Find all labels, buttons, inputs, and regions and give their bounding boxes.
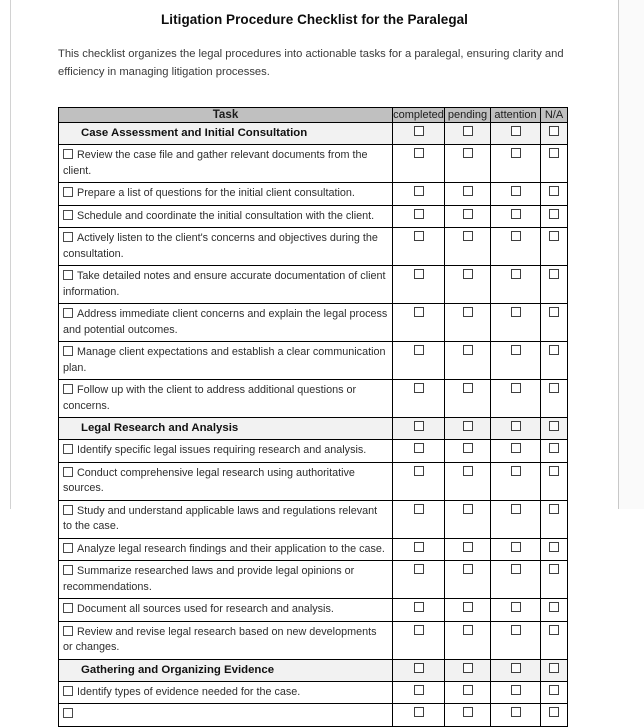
task-cell bbox=[59, 145, 393, 183]
checkbox-attention-icon[interactable] bbox=[511, 307, 521, 317]
task-label: Study and understand applicable laws and regulations relevant to the case. bbox=[63, 504, 378, 532]
table-header-row bbox=[59, 108, 568, 123]
checkbox-completed-icon[interactable] bbox=[414, 443, 424, 453]
task-checkbox-icon[interactable] bbox=[63, 708, 73, 718]
checkbox-na-icon[interactable] bbox=[549, 307, 559, 317]
task-checkbox-icon[interactable] bbox=[63, 270, 73, 280]
checkbox-cell-pending[interactable] bbox=[445, 228, 491, 266]
checkbox-pending-icon[interactable] bbox=[463, 564, 473, 574]
checkbox-attention-icon[interactable] bbox=[511, 564, 521, 574]
checkbox-pending-icon[interactable] bbox=[463, 504, 473, 514]
task-checkbox-icon[interactable] bbox=[63, 149, 73, 159]
checkbox-cell-completed[interactable] bbox=[393, 440, 445, 463]
table-row bbox=[59, 538, 568, 561]
checkbox-pending-icon[interactable] bbox=[463, 345, 473, 355]
table-row bbox=[59, 183, 568, 206]
checkbox-na-icon[interactable] bbox=[549, 421, 559, 431]
checkbox-cell-completed[interactable] bbox=[393, 183, 445, 206]
checkbox-pending-icon[interactable] bbox=[463, 466, 473, 476]
checkbox-attention-icon[interactable] bbox=[511, 707, 521, 717]
checkbox-pending-icon[interactable] bbox=[463, 707, 473, 717]
checkbox-attention-icon[interactable] bbox=[511, 383, 521, 393]
checkbox-cell-na[interactable] bbox=[541, 228, 568, 266]
task-checkbox-icon[interactable] bbox=[63, 384, 73, 394]
checkbox-pending-icon[interactable] bbox=[463, 443, 473, 453]
task-cell bbox=[59, 500, 393, 538]
checkbox-attention-icon[interactable] bbox=[511, 209, 521, 219]
checkbox-completed-icon[interactable] bbox=[414, 148, 424, 158]
checkbox-attention-icon[interactable] bbox=[511, 269, 521, 279]
checkbox-cell-pending[interactable] bbox=[445, 145, 491, 183]
checkbox-pending-icon[interactable] bbox=[463, 685, 473, 695]
checkbox-na-icon[interactable] bbox=[549, 466, 559, 476]
checkbox-cell-completed[interactable] bbox=[393, 561, 445, 599]
checkbox-cell-pending[interactable] bbox=[445, 123, 491, 145]
table-row bbox=[59, 704, 568, 727]
checkbox-pending-icon[interactable] bbox=[463, 602, 473, 612]
task-checkbox-icon[interactable] bbox=[63, 626, 73, 636]
checkbox-na-icon[interactable] bbox=[549, 685, 559, 695]
checkbox-cell-attention[interactable] bbox=[491, 228, 541, 266]
checkbox-cell-pending[interactable] bbox=[445, 440, 491, 463]
table-row bbox=[59, 342, 568, 380]
checklist-table-container bbox=[11, 81, 618, 727]
checkbox-completed-icon[interactable] bbox=[414, 383, 424, 393]
checkbox-completed-icon[interactable] bbox=[414, 345, 424, 355]
checkbox-cell-na[interactable] bbox=[541, 538, 568, 561]
checkbox-cell-attention[interactable] bbox=[491, 440, 541, 463]
checkbox-cell-pending[interactable] bbox=[445, 380, 491, 418]
task-checkbox-icon[interactable] bbox=[63, 444, 73, 454]
task-label: Manage client expectations and establish a clear communication plan. bbox=[63, 346, 386, 374]
checkbox-cell-completed[interactable] bbox=[393, 462, 445, 500]
task-cell bbox=[59, 304, 393, 342]
checkbox-completed-icon[interactable] bbox=[414, 466, 424, 476]
checkbox-cell-completed[interactable] bbox=[393, 304, 445, 342]
checkbox-pending-icon[interactable] bbox=[463, 307, 473, 317]
checkbox-na-icon[interactable] bbox=[549, 383, 559, 393]
column-header-completed: completed bbox=[393, 109, 444, 121]
checkbox-completed-icon[interactable] bbox=[414, 421, 424, 431]
checkbox-pending-icon[interactable] bbox=[463, 148, 473, 158]
checkbox-cell-completed[interactable] bbox=[393, 342, 445, 380]
checkbox-cell-attention[interactable] bbox=[491, 621, 541, 659]
task-checkbox-icon[interactable] bbox=[63, 543, 73, 553]
checkbox-attention-icon[interactable] bbox=[511, 443, 521, 453]
checkbox-attention-icon[interactable] bbox=[511, 231, 521, 241]
checkbox-completed-icon[interactable] bbox=[414, 209, 424, 219]
checkbox-cell-attention[interactable] bbox=[491, 538, 541, 561]
task-label: Review the case file and gather relevant documents from the client. bbox=[63, 149, 368, 177]
checkbox-cell-na[interactable] bbox=[541, 681, 568, 704]
checkbox-cell-pending[interactable] bbox=[445, 704, 491, 727]
task-label: Take detailed notes and ensure accurate documentation of client information. bbox=[63, 270, 386, 298]
checkbox-cell-na[interactable] bbox=[541, 123, 568, 145]
checkbox-attention-icon[interactable] bbox=[511, 345, 521, 355]
checkbox-cell-pending[interactable] bbox=[445, 538, 491, 561]
checkbox-cell-na[interactable] bbox=[541, 659, 568, 681]
checkbox-attention-icon[interactable] bbox=[511, 186, 521, 196]
checkbox-cell-attention[interactable] bbox=[491, 380, 541, 418]
checkbox-cell-attention[interactable] bbox=[491, 500, 541, 538]
task-cell bbox=[59, 704, 393, 727]
checkbox-cell-pending[interactable] bbox=[445, 500, 491, 538]
task-cell bbox=[59, 228, 393, 266]
checkbox-cell-attention[interactable] bbox=[491, 304, 541, 342]
task-label: Follow up with the client to address additional questions or concerns. bbox=[63, 384, 357, 412]
checkbox-completed-icon[interactable] bbox=[414, 126, 424, 136]
table-row bbox=[59, 621, 568, 659]
task-cell bbox=[59, 561, 393, 599]
table-row bbox=[59, 304, 568, 342]
task-label: Identify types of evidence needed for the case. bbox=[77, 685, 301, 698]
table-row bbox=[59, 462, 568, 500]
checkbox-cell-na[interactable] bbox=[541, 266, 568, 304]
task-checkbox-icon[interactable] bbox=[63, 505, 73, 515]
checkbox-completed-icon[interactable] bbox=[414, 602, 424, 612]
checkbox-cell-na[interactable] bbox=[541, 183, 568, 206]
checkbox-cell-pending[interactable] bbox=[445, 342, 491, 380]
task-label: Document all sources used for research and analysis. bbox=[77, 603, 334, 615]
section-header-row bbox=[59, 659, 568, 681]
task-cell bbox=[59, 266, 393, 304]
checkbox-pending-icon[interactable] bbox=[463, 269, 473, 279]
checkbox-attention-icon[interactable] bbox=[511, 685, 521, 695]
checkbox-completed-icon[interactable] bbox=[414, 269, 424, 279]
page-margin-right bbox=[619, 0, 644, 509]
task-cell bbox=[59, 440, 393, 463]
checkbox-na-icon[interactable] bbox=[549, 231, 559, 241]
section-title-label: Case Assessment and Initial Consultation bbox=[81, 127, 308, 139]
checkbox-completed-icon[interactable] bbox=[414, 307, 424, 317]
checkbox-completed-icon[interactable] bbox=[414, 231, 424, 241]
checkbox-pending-icon[interactable] bbox=[463, 663, 473, 673]
checkbox-cell-pending[interactable] bbox=[445, 462, 491, 500]
checkbox-cell-na[interactable] bbox=[541, 599, 568, 622]
checkbox-cell-pending[interactable] bbox=[445, 418, 491, 440]
checkbox-na-icon[interactable] bbox=[549, 542, 559, 552]
checkbox-cell-na[interactable] bbox=[541, 440, 568, 463]
checkbox-cell-completed[interactable] bbox=[393, 621, 445, 659]
checkbox-cell-attention[interactable] bbox=[491, 418, 541, 440]
checkbox-na-icon[interactable] bbox=[549, 663, 559, 673]
checkbox-cell-na[interactable] bbox=[541, 145, 568, 183]
checkbox-cell-completed[interactable] bbox=[393, 228, 445, 266]
checkbox-na-icon[interactable] bbox=[549, 707, 559, 717]
checkbox-cell-completed[interactable] bbox=[393, 538, 445, 561]
task-cell bbox=[59, 380, 393, 418]
checkbox-cell-attention[interactable] bbox=[491, 145, 541, 183]
column-header-task: Task bbox=[59, 108, 393, 123]
checkbox-na-icon[interactable] bbox=[549, 148, 559, 158]
checklist-table bbox=[58, 107, 568, 727]
checkbox-cell-completed[interactable] bbox=[393, 205, 445, 228]
checkbox-na-icon[interactable] bbox=[549, 564, 559, 574]
checkbox-completed-icon[interactable] bbox=[414, 564, 424, 574]
page-margin-left bbox=[0, 0, 10, 509]
document-page bbox=[11, 0, 618, 698]
table-row bbox=[59, 500, 568, 538]
task-checkbox-icon[interactable] bbox=[63, 187, 73, 197]
checkbox-cell-na[interactable] bbox=[541, 500, 568, 538]
section-title-label: Gathering and Organizing Evidence bbox=[81, 663, 275, 676]
task-label: Analyze legal research findings and their application to the case. bbox=[77, 542, 385, 555]
checkbox-cell-completed[interactable] bbox=[393, 500, 445, 538]
task-checkbox-icon[interactable] bbox=[63, 603, 73, 613]
task-label: Identify specific legal issues requiring research and analysis. bbox=[77, 444, 367, 456]
checkbox-attention-icon[interactable] bbox=[511, 148, 521, 158]
checkbox-cell-na[interactable] bbox=[541, 342, 568, 380]
table-body bbox=[59, 123, 568, 727]
checkbox-cell-completed[interactable] bbox=[393, 704, 445, 727]
checkbox-cell-completed[interactable] bbox=[393, 380, 445, 418]
checkbox-pending-icon[interactable] bbox=[463, 186, 473, 196]
checkbox-na-icon[interactable] bbox=[549, 269, 559, 279]
task-cell bbox=[59, 183, 393, 206]
checkbox-completed-icon[interactable] bbox=[414, 663, 424, 673]
checkbox-attention-icon[interactable] bbox=[511, 421, 521, 431]
table-row bbox=[59, 561, 568, 599]
task-label: Actively listen to the client's concerns and objectives during the consultation. bbox=[63, 232, 378, 260]
checkbox-completed-icon[interactable] bbox=[414, 504, 424, 514]
checkbox-cell-na[interactable] bbox=[541, 418, 568, 440]
checkbox-cell-na[interactable] bbox=[541, 621, 568, 659]
checkbox-pending-icon[interactable] bbox=[463, 383, 473, 393]
task-label: Prepare a list of questions for the initial client consultation. bbox=[77, 187, 355, 199]
task-cell bbox=[59, 599, 393, 622]
checkbox-pending-icon[interactable] bbox=[463, 625, 473, 635]
checkbox-cell-na[interactable] bbox=[541, 462, 568, 500]
checkbox-cell-attention[interactable] bbox=[491, 561, 541, 599]
table-row bbox=[59, 145, 568, 183]
checkbox-na-icon[interactable] bbox=[549, 186, 559, 196]
table-row bbox=[59, 599, 568, 622]
checkbox-cell-pending[interactable] bbox=[445, 599, 491, 622]
checkbox-attention-icon[interactable] bbox=[511, 542, 521, 552]
checkbox-cell-na[interactable] bbox=[541, 704, 568, 727]
task-cell bbox=[59, 538, 393, 561]
task-label: Address immediate client concerns and explain the legal process and potential outcomes. bbox=[63, 308, 388, 336]
intro-paragraph: This checklist organizes the legal procedures into actionable tasks for a paralegal, ensuring clarity and efficiency in managing litigation processes. bbox=[58, 48, 564, 78]
checkbox-attention-icon[interactable] bbox=[511, 466, 521, 476]
checkbox-cell-attention[interactable] bbox=[491, 123, 541, 145]
task-cell bbox=[59, 205, 393, 228]
task-label: Conduct comprehensive legal research using authoritative sources. bbox=[63, 466, 355, 494]
checkbox-na-icon[interactable] bbox=[549, 443, 559, 453]
checkbox-cell-attention[interactable] bbox=[491, 183, 541, 206]
checkbox-cell-completed[interactable] bbox=[393, 123, 445, 145]
checkbox-completed-icon[interactable] bbox=[414, 625, 424, 635]
checkbox-completed-icon[interactable] bbox=[414, 542, 424, 552]
page-title: Litigation Procedure Checklist for the Paralegal bbox=[161, 12, 468, 27]
table-header bbox=[59, 108, 568, 123]
checkbox-pending-icon[interactable] bbox=[463, 231, 473, 241]
checkbox-completed-icon[interactable] bbox=[414, 186, 424, 196]
checkbox-cell-pending[interactable] bbox=[445, 681, 491, 704]
checkbox-cell-attention[interactable] bbox=[491, 681, 541, 704]
task-checkbox-icon[interactable] bbox=[63, 210, 73, 220]
table-row bbox=[59, 205, 568, 228]
task-checkbox-icon[interactable] bbox=[63, 232, 73, 242]
checkbox-na-icon[interactable] bbox=[549, 625, 559, 635]
checkbox-pending-icon[interactable] bbox=[463, 421, 473, 431]
checkbox-na-icon[interactable] bbox=[549, 602, 559, 612]
checkbox-na-icon[interactable] bbox=[549, 209, 559, 219]
checkbox-na-icon[interactable] bbox=[549, 126, 559, 136]
section-title-cell bbox=[59, 418, 393, 440]
checkbox-cell-pending[interactable] bbox=[445, 183, 491, 206]
checkbox-attention-icon[interactable] bbox=[511, 663, 521, 673]
section-title-cell bbox=[59, 123, 393, 145]
table-row bbox=[59, 266, 568, 304]
task-label: Schedule and coordinate the initial consultation with the client. bbox=[77, 209, 375, 222]
column-header-pending: pending bbox=[445, 108, 491, 123]
checkbox-attention-icon[interactable] bbox=[511, 504, 521, 514]
checkbox-cell-completed[interactable] bbox=[393, 599, 445, 622]
checkbox-cell-completed[interactable] bbox=[393, 681, 445, 704]
task-checkbox-icon[interactable] bbox=[63, 467, 73, 477]
checkbox-cell-attention[interactable] bbox=[491, 599, 541, 622]
checkbox-completed-icon[interactable] bbox=[414, 707, 424, 717]
task-label: Review and revise legal research based on new developments or changes. bbox=[63, 625, 377, 653]
task-checkbox-icon[interactable] bbox=[63, 346, 73, 356]
table-row bbox=[59, 380, 568, 418]
checkbox-cell-pending[interactable] bbox=[445, 659, 491, 681]
table-row bbox=[59, 228, 568, 266]
checkbox-cell-attention[interactable] bbox=[491, 342, 541, 380]
checkbox-pending-icon[interactable] bbox=[463, 126, 473, 136]
table-row bbox=[59, 440, 568, 463]
checkbox-cell-completed[interactable] bbox=[393, 418, 445, 440]
checkbox-cell-completed[interactable] bbox=[393, 145, 445, 183]
task-cell bbox=[59, 462, 393, 500]
checkbox-cell-attention[interactable] bbox=[491, 704, 541, 727]
checkbox-attention-icon[interactable] bbox=[511, 602, 521, 612]
checkbox-na-icon[interactable] bbox=[549, 345, 559, 355]
section-title-cell bbox=[59, 659, 393, 681]
column-header-na: N/A bbox=[541, 108, 568, 123]
checkbox-cell-na[interactable] bbox=[541, 380, 568, 418]
checkbox-cell-pending[interactable] bbox=[445, 621, 491, 659]
checkbox-na-icon[interactable] bbox=[549, 504, 559, 514]
task-checkbox-icon[interactable] bbox=[63, 308, 73, 318]
checkbox-pending-icon[interactable] bbox=[463, 209, 473, 219]
section-header-row bbox=[59, 418, 568, 440]
task-checkbox-icon[interactable] bbox=[63, 565, 73, 575]
section-title-label: Legal Research and Analysis bbox=[81, 422, 239, 434]
checkbox-attention-icon[interactable] bbox=[511, 625, 521, 635]
checkbox-completed-icon[interactable] bbox=[414, 685, 424, 695]
checkbox-pending-icon[interactable] bbox=[463, 542, 473, 552]
checkbox-cell-pending[interactable] bbox=[445, 266, 491, 304]
column-header-attention: attention bbox=[491, 108, 541, 123]
task-checkbox-icon[interactable] bbox=[63, 686, 73, 696]
checkbox-cell-na[interactable] bbox=[541, 561, 568, 599]
checkbox-cell-completed[interactable] bbox=[393, 266, 445, 304]
task-cell bbox=[59, 621, 393, 659]
checkbox-cell-attention[interactable] bbox=[491, 205, 541, 228]
task-cell bbox=[59, 342, 393, 380]
table-row bbox=[59, 681, 568, 704]
checkbox-cell-attention[interactable] bbox=[491, 462, 541, 500]
task-cell bbox=[59, 681, 393, 704]
checkbox-cell-pending[interactable] bbox=[445, 561, 491, 599]
checkbox-cell-na[interactable] bbox=[541, 304, 568, 342]
checkbox-cell-completed[interactable] bbox=[393, 659, 445, 681]
section-header-row bbox=[59, 123, 568, 145]
checkbox-cell-pending[interactable] bbox=[445, 205, 491, 228]
checkbox-cell-na[interactable] bbox=[541, 205, 568, 228]
task-label: Summarize researched laws and provide legal opinions or recommendations. bbox=[63, 565, 355, 593]
checkbox-cell-attention[interactable] bbox=[491, 659, 541, 681]
checkbox-cell-attention[interactable] bbox=[491, 266, 541, 304]
checkbox-cell-pending[interactable] bbox=[445, 304, 491, 342]
checkbox-attention-icon[interactable] bbox=[511, 126, 521, 136]
